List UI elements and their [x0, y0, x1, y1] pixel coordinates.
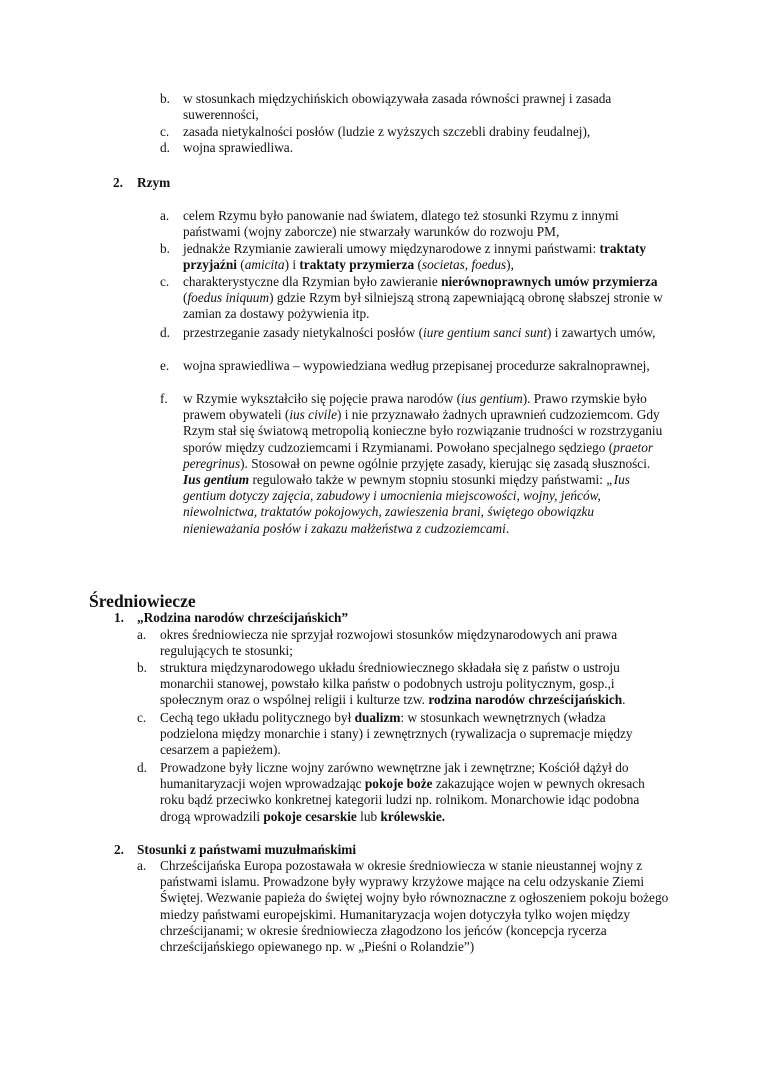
list-item-text: [160, 858, 672, 955]
text-run: lub: [356, 808, 381, 824]
text-run: wojna sprawiedliwa – wypowiedziana według przepisanej procedurze sakralnoprawnej,: [183, 358, 650, 373]
section-heading-muzulmanie: Stosunki z państwami muzułmańskimi: [137, 842, 357, 857]
list-item-text: [183, 241, 663, 273]
text-run: Cechą tego układu politycznego był: [160, 710, 355, 725]
list-item-text: [183, 358, 663, 374]
list-item-text: [183, 91, 663, 123]
text-run: foedus iniquum: [187, 290, 270, 306]
text-run: (: [414, 257, 422, 273]
text-run: jednakże Rzymianie zawierali umowy międzynarodowe z innymi państwami:: [183, 241, 600, 256]
text-run: Chrześcijańska Europa pozostawała w okresie średniowiecza w stanie nieustannej wojny z państwami islamu. Prowadzone były wyprawy krzyżowe mające na celu odzyskanie Ziemi Świętej. Wezwanie papieża do świętej wojny było równoznaczne z ogłoszeniem pokoju bożego miedzy państwami europejskimi. Humanitaryzacja wojen dotyczyła tylko wojen między chrześcijanami; w okresie średniowiecza złagodzono los jeńców (koncepcja rycerza chrześcijańskiego opiewanego np. w „Pieśni o Rolandzie”): [160, 858, 669, 955]
text-run: w Rzymie wykształciło się pojęcie prawa narodów (: [183, 391, 462, 406]
text-run: regulowało także w pewnym stopniu stosunki między państwami:: [249, 472, 607, 488]
section-number: 2.: [113, 175, 123, 190]
list-item-text: [183, 124, 663, 140]
text-run: ). Prawo rzymskie było prawem obywateli (: [183, 391, 647, 423]
text-run: amicita: [244, 257, 285, 273]
text-run: dualizm: [354, 710, 401, 725]
text-run: struktura międzynarodowego układu średniowiecznego składała się z państw o ustroju monarchii stanowej, powstało kilka państw o podobnych ustroju politycznym, gosp.,i społecznym oraz o wspólnej religii i kulturze tzw.: [160, 660, 620, 708]
text-run: Ius gentium: [183, 472, 250, 488]
text-run: ). Stosował on pewne ogólnie przyjęte zasady, kierując się zasadą słuszności.: [240, 455, 651, 471]
list-marker: d.: [137, 760, 147, 775]
section-heading-rodzina: „Rodzina narodów chrześcijańskich”: [137, 610, 349, 625]
list-marker: d.: [160, 325, 170, 340]
text-run: traktaty przyjaźni: [183, 241, 647, 273]
text-run: ) gdzie Rzym był silniejszą stroną zapewniającą obronę słabszej stronie w zamian za dostawy pożywienia itp.: [183, 290, 663, 322]
text-run: „Ius gentium dotyczy zajęcia, zabudowy i umocnienia miejscowości, wojny, jeńców, niewolnictwa, traktatów pokojowych, zawieszenia brani, świętego obowiązku nienieważania posłów i zakazu małżeństwa z cudzoziemcami: [183, 472, 630, 536]
list-item-text: [160, 627, 650, 659]
text-run: praetor peregrinus: [183, 439, 654, 471]
list-item-text: [183, 274, 663, 323]
text-run: rodzina narodów chrześcijańskich: [428, 692, 623, 708]
text-run: przestrzeganie zasady nietykalności posłów (: [183, 325, 423, 340]
text-run: .: [505, 520, 510, 536]
list-item-text: [183, 140, 663, 156]
text-run: królewskie.: [380, 808, 446, 824]
text-run: ),: [506, 257, 514, 273]
text-run: iure gentium sanci sunt: [423, 325, 547, 340]
text-run: okres średniowiecza nie sprzyjał rozwojowi stosunków międzynarodowych ani prawa regulujących te stosunki;: [160, 627, 618, 659]
list-marker: c.: [137, 710, 147, 725]
text-run: ) i zawartych umów,: [546, 325, 656, 340]
list-marker: a.: [137, 627, 147, 642]
list-item-text: [160, 710, 660, 759]
text-run: zasada nietykalności posłów (ludzie z wyższych szczebli drabiny feudalnej),: [183, 124, 591, 139]
text-run: pokoje cesarskie: [263, 808, 357, 824]
text-run: ius gentium: [461, 391, 523, 406]
list-marker: c.: [160, 274, 170, 289]
section-number: 1.: [114, 610, 124, 625]
list-marker: b.: [160, 91, 170, 106]
list-item-text: [160, 660, 662, 709]
list-item-text: [183, 391, 669, 537]
text-run: .: [622, 692, 626, 708]
list-marker: b.: [137, 660, 147, 675]
text-run: celem Rzymu było panowanie nad światem, dlatego też stosunki Rzymu z innymi państwami (wojny zaborcze) nie stwarzały warunków do rozwoju PM,: [183, 208, 619, 240]
text-run: nierównoprawnych umów przymierza: [441, 274, 658, 289]
text-run: Prowadzone były liczne wojny zarówno wewnętrzne jak i zewnętrzne; Kościół dążył do humanitaryzacji wojen wprowadzając: [160, 760, 629, 792]
list-marker: b.: [160, 241, 170, 256]
list-item-text: [183, 208, 663, 240]
text-run: ) i nie przyznawało żadnych uprawnień cudzoziemcom. Gdy Rzym stał się światową metropolią konieczne było rozwiązanie trudności w rozstrzyganiu sporów między cudzoziemcami i Rzymianami. Powołano specjalnego sędziego (: [183, 407, 663, 455]
text-run: traktaty przymierza: [299, 257, 415, 273]
text-run: (: [236, 257, 245, 273]
list-marker: a.: [137, 858, 147, 873]
chapter-heading-sredniowiecze: Średniowiecze: [89, 591, 196, 611]
list-marker: a.: [160, 208, 170, 223]
text-run: societas, foedus: [421, 257, 507, 273]
list-item-text: [183, 325, 663, 341]
list-marker: f.: [160, 391, 168, 406]
list-item-text: [160, 760, 664, 825]
section-number: 2.: [114, 842, 124, 857]
text-run: wojna sprawiedliwa.: [183, 140, 294, 155]
text-run: ius civile: [289, 407, 337, 423]
section-heading-rzym: Rzym: [137, 175, 171, 190]
text-run: pokoje boże: [364, 776, 433, 792]
list-marker: d.: [160, 140, 170, 155]
text-run: w stosunkach międzychińskich obowiązywała zasada równości prawnej i zasada suwerenności,: [183, 91, 612, 123]
list-marker: e.: [160, 358, 170, 373]
text-run: (: [183, 290, 188, 306]
text-run: ) i: [284, 257, 300, 273]
text-run: : w stosunkach wewnętrznych (władza podzielona między monarchie i stany) i zewnętrznych (rywalizacja o supremacje między cesarzem a papieżem).: [160, 710, 633, 758]
list-marker: c.: [160, 124, 170, 139]
text-run: charakterystyczne dla Rzymian było zawieranie: [183, 274, 442, 289]
text-run: zakazujące wojen w pewnych okresach roku bądź przeciwko konkretnej kategorii ludzi np. rolnikom. Monarchowie idąc podobna drogą wprowadzili: [160, 776, 645, 824]
